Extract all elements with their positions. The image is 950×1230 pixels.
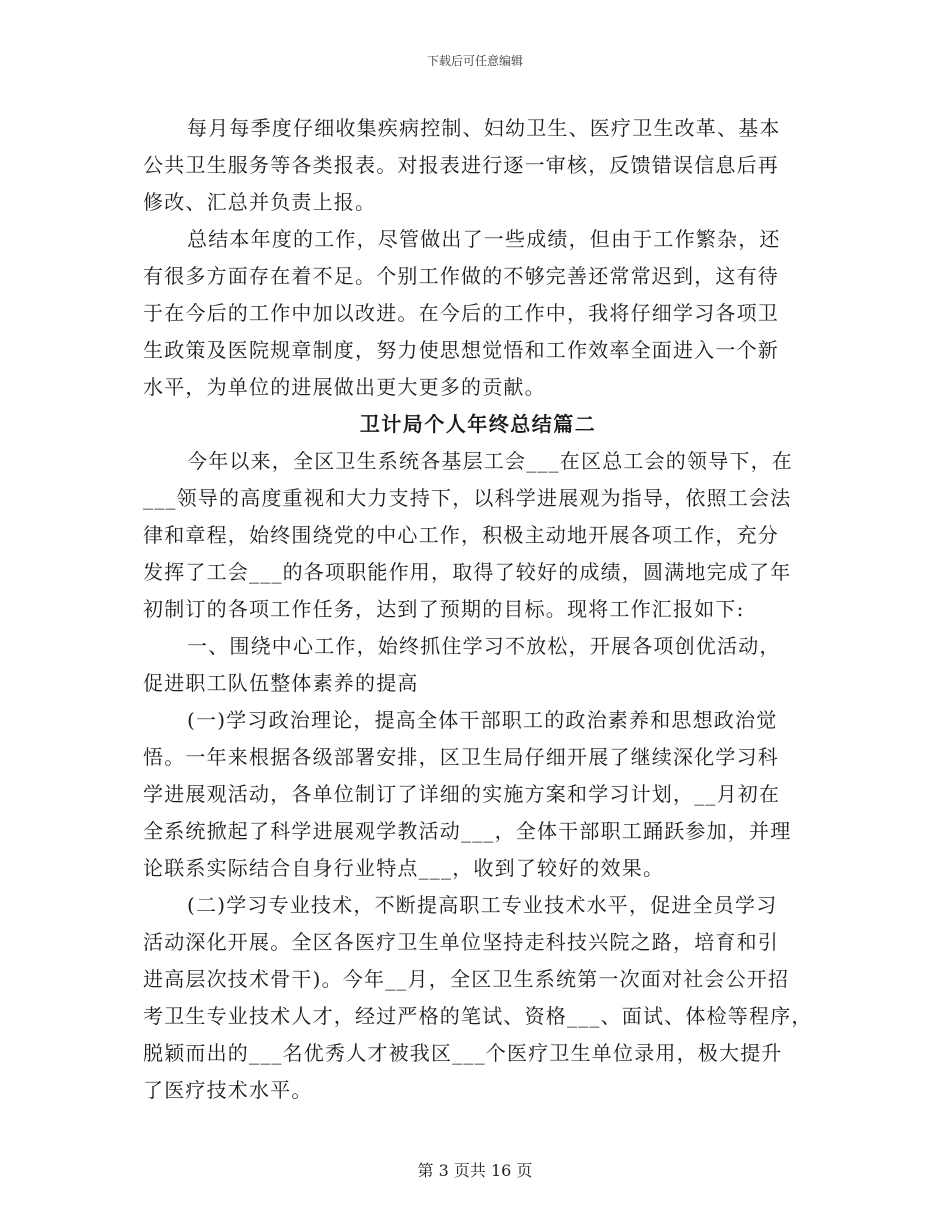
paragraph-line: 总结本年度的工作，尽管做出了一些成绩，但由于工作繁杂，还	[187, 227, 781, 251]
page-footer: 第 3 页共 16 页	[417, 1161, 533, 1180]
paragraph-line: 有很多方面存在着不足。个别工作做的不够完善还常常迟到，这有待	[143, 264, 779, 288]
document-body	[143, 110, 813, 1109]
page-header: 下载后可任意编辑	[426, 54, 523, 68]
paragraph-line: 一、围绕中心工作，始终抓住学习不放松，开展各项创优活动，	[187, 634, 781, 658]
paragraph-line: 悟。一年来根据各级部署安排，区卫生局仔细开展了继续深化学习科	[143, 745, 779, 769]
section-title: 卫计局个人年终总结篇二	[359, 412, 597, 436]
paragraph-line: (二)学习专业技术，不断提高职工专业技术水平，促进全员学习	[187, 893, 778, 917]
paragraph-line: 生政策及医院规章制度，努力使思想觉悟和工作效率全面进入一个新	[143, 338, 779, 362]
paragraph-line: 初制订的各项工作任务，达到了预期的目标。现将工作汇报如下:	[143, 597, 745, 621]
paragraph-line: 修改、汇总并负责上报。	[143, 190, 377, 214]
paragraph-line: (一)学习政治理论，提高全体干部职工的政治素养和思想政治觉	[187, 708, 778, 732]
paragraph-line: 于在今后的工作中加以改进。在今后的工作中，我将仔细学习各项卫	[143, 301, 779, 325]
paragraph-line: ___领导的高度重视和大力支持下，以科学进展观为指导，依照工会法	[143, 486, 792, 510]
paragraph-line: 了医疗技术水平。	[143, 1078, 313, 1102]
paragraph-line: 发挥了工会___的各项职能作用，取得了较好的成绩，圆满地完成了年	[143, 560, 792, 584]
paragraph-line: 公共卫生服务等各类报表。对报表进行逐一审核，反馈错误信息后再	[143, 153, 779, 177]
paragraph-line: 学进展观活动，各单位制订了详细的实施方案和学习计划，__月初在	[143, 782, 781, 806]
paragraph-line: 进高层次技术骨干)。今年__月，全区卫生系统第一次面对社会公开招	[143, 967, 790, 991]
paragraph-line: 律和章程，始终围绕党的中心工作，积极主动地开展各项工作，充分	[143, 523, 779, 547]
paragraph-line: 考卫生专业技术人才，经过严格的笔试、资格___、面试、体检等程序，	[143, 1004, 813, 1028]
paragraph-line: 全系统掀起了科学进展观学教活动___，全体干部职工踊跃参加，并理	[143, 819, 792, 843]
paragraph-line: 脱颖而出的___名优秀人才被我区___个医疗卫生单位录用，极大提升	[143, 1041, 783, 1065]
paragraph-line: 每月每季度仔细收集疾病控制、妇幼卫生、医疗卫生改革、基本	[187, 116, 781, 140]
paragraph-line: 水平，为单位的进展做出更大更多的贡献。	[143, 375, 546, 399]
paragraph-line: 论联系实际结合自身行业特点___，收到了较好的效果。	[143, 856, 665, 880]
paragraph-line: 今年以来，全区卫生系统各基层工会___在区总工会的领导下，在	[187, 449, 793, 473]
paragraph-line: 活动深化开展。全区各医疗卫生单位坚持走科技兴院之路，培育和引	[143, 930, 779, 954]
paragraph-line: 促进职工队伍整体素养的提高	[143, 671, 419, 695]
